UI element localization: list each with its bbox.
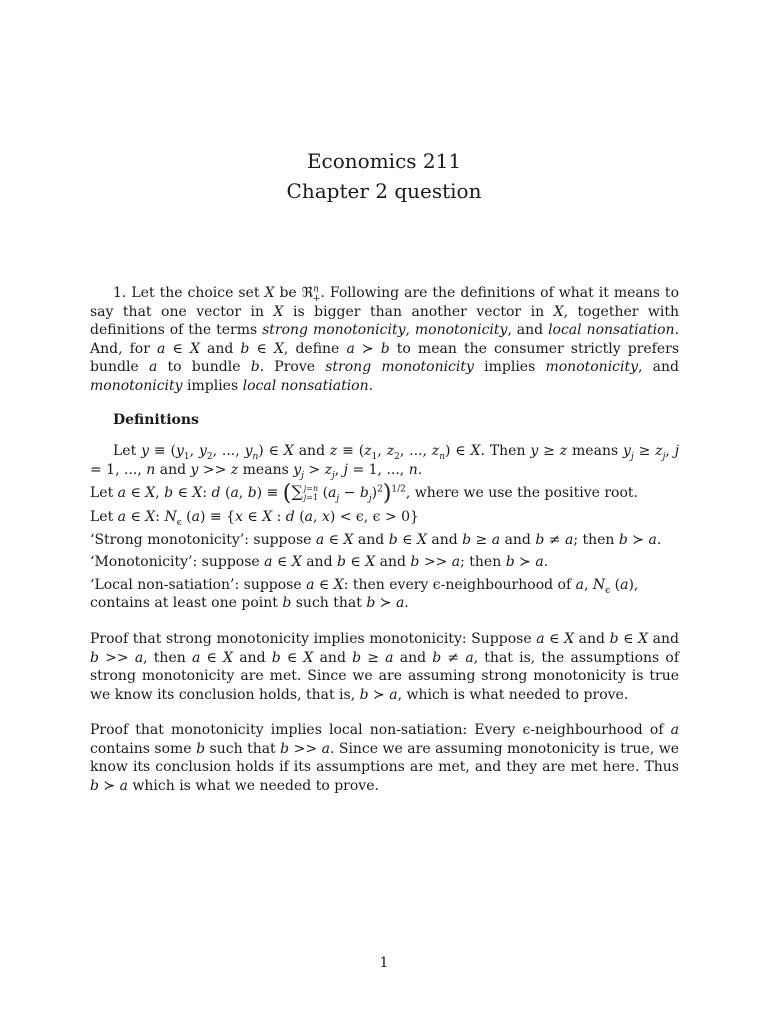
proof-strong-implies-monotonicity: Proof that strong monotonicity implies monotonicity: Suppose a ∈ X and b ∈ X and b >> a, then a ∈ X and b ∈ X and b ≥ a and b ≠ a, that is, the assumptions of strong monotonicity are met. Since we are assuming strong monotonicity is true we know its conclusion holds, that is, b ≻ a, which is what needed to prove.: [90, 630, 680, 703]
document-body: [90, 284, 679, 796]
definitions-heading: Definitions: [113, 411, 199, 428]
title-block: [0, 146, 768, 206]
page-number: 1: [379, 955, 389, 971]
question-paragraph: 1. Let the choice set X be ℜ$^n_+$. Following are the definitions of what it means to say that one vector in X is bigger than another vector in X, together with definitions of the terms strong monotonicity, monotonicity, and local nonsatiation. And, for a ∈ X and b ∈ X, define a ≻ b to mean the consumer strictly prefers bundle a to bundle b. Prove strong monotonicity implies monotonicity, and monotonicity implies local nonsatiation.: [90, 284, 680, 394]
definition-distance: Let a ∈ X, b ∈ X: d (a, b) ≡ (∑j=n j=1 $(a_j - b_j)^2)^{1/2}$, where we use the positive root.: [90, 481, 638, 507]
definition-strong-monotonicity: ‘Strong monotonicity’: suppose a ∈ X and b ∈ X and b ≥ a and b ≠ a; then b ≻ a.: [90, 531, 662, 548]
definition-neighbourhood: Let a ∈ X: $N_\epsilon$ (a) ≡ {x ∈ X : d (a, x) < ϵ, ϵ > 0}: [90, 508, 419, 528]
definition-vector-order: Let $y \equiv (y_1$, $y_2$, ..., $y_n$) ∈ X and $z \equiv (z_1$, $z_2$, ..., $z_n$) ∈ X. Then y ≥ z means $y_j \ge z_j$, j = 1, ..., n and y >> z means $y_j > z_j$, j = 1, ..., n.: [90, 443, 680, 481]
definition-monotonicity: ‘Monotonicity’: suppose a ∈ X and b ∈ X and b >> a; then b ≻ a.: [90, 554, 549, 571]
proof-monotonicity-implies-nonsatiation: Proof that monotonicity implies local non-satiation: Every ϵ-neighbourhood of a contains some b such that b >> a. Since we are assuming monotonicity is true, we know its conclusion holds if its assumptions are met, and they are met here. Thus b ≻ a which is what we needed to prove.: [90, 722, 680, 795]
definition-local-nonsatiation: ‘Local non-satiation’: suppose a ∈ X: then every ϵ-neighbourhood of a, $N_\epsilon$ (a), contains at least one point b such that b ≻ a.: [90, 576, 639, 612]
chapter-title: Chapter 2 question: [286, 179, 482, 203]
course-title: Economics 211: [306, 149, 462, 173]
